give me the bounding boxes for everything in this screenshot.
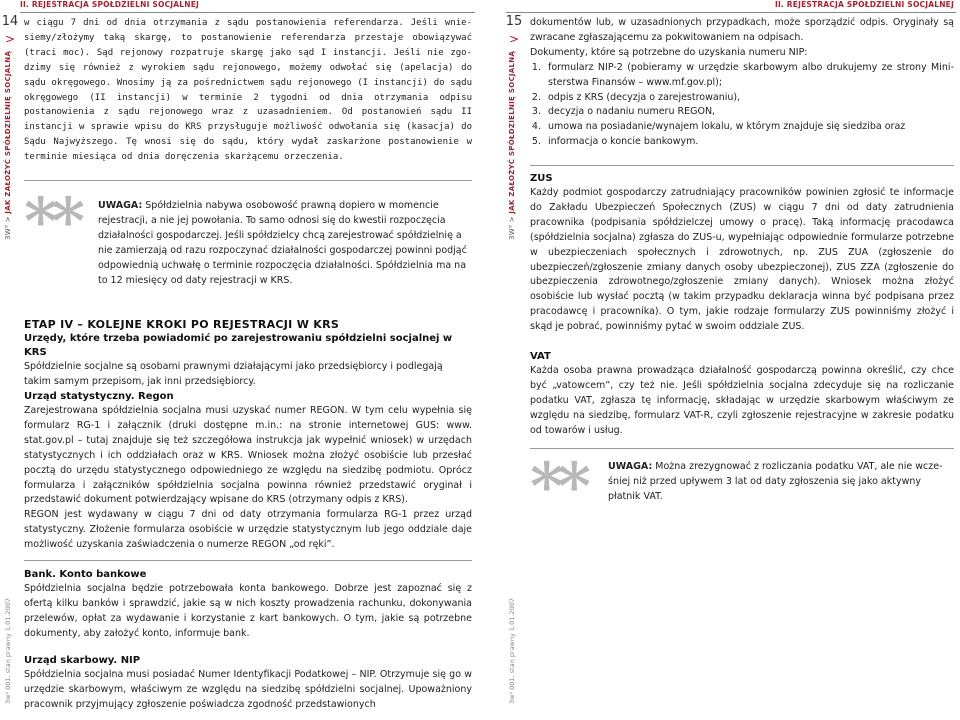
vat-text: Każda osoba prawna prowadząca działalność gospodarczą powinna określić, czy chce być „vatowcem”, czy też nie. Jeśli spółdzielnia socjalna zdecyduje się na rozliczanie podatku VAT, zgłasza tę informację, składając w urzędzie skarbowym właściwym ze względu na siedzibę, formularz VAT-R, czyli zgłoszenie rejestracyjne w zakresie podatku od towarów i usług.	[530, 365, 954, 436]
divider-1	[24, 180, 472, 181]
regon-section	[24, 390, 472, 553]
section-header-left: II. REJESTRACJA SPÓŁDZIELNI SOCJALNEJ	[20, 0, 200, 9]
vat-heading: VAT	[530, 351, 551, 362]
list-item: 3. decyzja o nadaniu numeru REGON,	[544, 105, 954, 120]
warning-text-left: UWAGA: Spółdzielnia nabywa osobowość prawną dopiero w momencie rejestracji, a nie jej powołania. To samo odnosi się do kwestii rozpoczęcia działalności gospodarczej. Jeśli spółdzielcy chcą zarejestrować spółdzielnię a nie zamierzają od razu rozpoczynać działalności gospodarczej powinni podjąć odpowiednią uchwałę o terminie rozpoczęcia działalności. Spółdzielnia ma na to 12 miesięcy od daty rejestracji w KRS.	[98, 200, 467, 286]
arrow-icon: >	[508, 32, 520, 46]
bank-text: Spółdzielnia socjalna będzie potrzebowała konta bankowego. Dobrze jest zapoznać się z ofertą kilku banków i sprawdzić, jakie są w nich koszty prowadzenia rachunku, dokonywania przelewów, opłat za wydawanie i korzystanie z kart bankowych. O tym, jakie są potrzebne dokumenty, aby założyć konto, informuje bank.	[24, 583, 472, 639]
right-side-rail	[504, 14, 524, 714]
intro-paragraph-right: dokumentów lub, w uzasadnionych przypadkach, może sporządzić odpis. Oryginały są zwracane zgłaszającemu za pokwitowaniem na odpisach. Dokumenty, które są potrzebne do uzyskania numeru NIP: 1. formularz NIP-2 (pobieramy w urzędzie skarbowym albo drukujemy ze strony Ministerstwa Finansów – www.mf.gov.pl); 2. odpis z KRS (decyzja o zarejestrowaniu), 3. decyzja o nadaniu numeru REGON, 4. umowa na posiadanie/wynajem lokalu, w którym znajduje się siedziba oraz 5. informacja o koncie bankowym.	[530, 16, 954, 150]
nip-text: Spółdzielnia socjalna musi posiadać Numer Identyfikacji Podatkowej – NIP. Otrzymuje się go w urzędzie skarbowym, właściwym ze względu na siedzibę spółdzielni socjalnej. Upoważniony pracownik przyjmujący zgłoszenie poświadcza zgodność przedstawionych	[24, 669, 472, 710]
left-side-rail	[0, 14, 20, 714]
nip-list-intro: Dokumenty, które są potrzebne do uzyskania numeru NIP:	[530, 46, 808, 58]
nip-section	[24, 654, 472, 713]
list-item: 4. umowa na posiadanie/wynajem lokalu, w którym znajduje się siedziba oraz	[544, 120, 954, 135]
regon-text-2: REGON jest wydawany w ciągu 7 dni od daty otrzymania formularza RG-1 przez urząd statystyczny. Złożenie formularza osobiście w urzędzie statystycznym lub jego oddziale daje możliwość uzyskania zaświadczenia o numerze REGON „od ręki”.	[24, 509, 472, 551]
list-item: 1. formularz NIP-2 (pobieramy w urzędzie skarbowym albo drukujemy ze strony Ministerstwa Finansów – www.mf.gov.pl);	[544, 61, 954, 91]
regon-text: Zarejestrowana spółdzielnia socjalna musi uzyskać numer REGON. W tym celu wypełnia się formularz RG-1 i załącznik (druki dostępne m.in.: na stronie internetowej GUS: www. stat.gov.pl – tutaj znajduje się też szczegółowa instrukcja jak wypełnić wniosek) w urzędach statystycznych i ich oddziałach oraz w KRS. Wniosek można złożyć osobiście lub przesłać pocztą do urzędu statystycznego odpowiedniego ze względu na siedzibę podmiotu. Oprócz formularza i załączników spółdzielnia socjalna powinna również przedstawić oryginał i przedstawić dokument potwierdzający wpisane do KRS (otrzymany odpis z KRS).	[24, 405, 472, 506]
zus-text: Każdy podmiot gospodarczy zatrudniający pracowników powinien zgłosić te informacje do Zakładu Ubezpieczeń Społecznych (ZUS) w ciągu 7 dni od daty zatrudnienia pracownika (podpisania spółdzielczej umowy o pracę). Taką informację pracodawca (spółdzielnia socjalna) zgłasza do ZUS-u, wypełniając odpowiednie formularze potrzebne w ubezpieczeniach społecznych i zdrowotnych, np. ZUS ZUA (zgłoszenie do ubezpieczeń/zgłoszenie zmiany danych osoby ubezpieczonej), ZUS ZZA (zgłoszenie do ubezpieczenia zdrowotnego/zgłoszenie zmiany danych). Wniosek można złożyć osobiście lub wysłać pocztą (w takim przypadku deklaracja winna być podpisana przez pracodawcę i pracownika). O tym, jakie rodzaje formularzy ZUS powinniśmy złożyć i skąd je pobrać, powinniśmy pytać w swoim oddziale ZUS.	[530, 187, 954, 333]
list-item: 2. odpis z KRS (decyzja o zarejestrowaniu),	[544, 91, 954, 106]
warning-box-left	[24, 184, 472, 300]
footer-label-right: 3w³ 001, stan prawny 1.01.2007	[508, 598, 516, 704]
nip-heading: Urząd skarbowy. NIP	[24, 655, 141, 666]
page-number-left: 14	[1, 14, 19, 29]
asterisk-icon: **	[24, 184, 79, 259]
warning-text-right: UWAGA: Można zrezygnować z rozliczania podatku VAT, ale nie wcześniej niż przed upływem 3 lat od daty zgłoszenia się jako aktywny płatnik VAT.	[608, 461, 943, 502]
regon-heading: Urząd statystyczny. Regon	[24, 391, 174, 402]
warning-box-right	[530, 449, 954, 525]
right-page	[480, 0, 960, 720]
zus-section	[530, 172, 954, 335]
page-number-right: 15	[505, 14, 523, 29]
zus-heading: ZUS	[530, 173, 553, 184]
chapter-label-left: 3W³ > JAK ZAŁOŻYĆ SPÓŁDZIELNIĘ SOCJALNĄ	[4, 50, 12, 240]
bank-section	[24, 568, 472, 642]
etap-section	[24, 318, 472, 390]
divider-4	[530, 448, 954, 449]
etap-text: Spółdzielnie socjalne są osobami prawnymi działającymi jako przedsiębiorcy i podlegają takim samym przepisom, jak inni przedsiębiorcy.	[24, 361, 443, 387]
header-divider-right	[506, 12, 956, 13]
asterisk-icon: **	[530, 449, 585, 524]
intro-paragraph-left: w ciągu 7 dni od dnia otrzymania z sądu postanowienia referendarza. Jeśli wniesiemy/złożymy taką skargę, to postanowienie referendarza przestaje obowiązywać (traci moc). Sąd rejonowy rozpatruje skargę jako sąd I instancji. Jeśli nie zgodzimy się również z wyrokiem sądu rejonowego, możemy odwołać się (apelacja) do sądu okręgowego. Wnosimy ją za pośrednictwem sądu rejonowego (I instancji) do sądu okręgowego (II instancji) w terminie 2 tygodni od dnia otrzymania odpisu postanowienia z sądu rejonowego wraz z uzasadnieniem. Od postanowień sądu II instancji w sprawie wpisu do KRS przysługuje możliwość odwołania się (kasacja) do Sądu Najwyższego. Tę wnosi się do sądu, który wydał zaskarżone postanowienie w terminie miesiąca od dnia doręczenia skarżącemu orzeczenia.	[24, 18, 472, 163]
nip-document-list	[530, 61, 954, 150]
list-item: 5. informacja o koncie bankowym.	[544, 135, 954, 150]
section-header-right: II. REJESTRACJA SPÓŁDZIELNI SOCJALNEJ	[774, 0, 954, 9]
bank-heading: Bank. Konto bankowe	[24, 569, 147, 580]
header-divider-left	[20, 12, 475, 13]
footer-label-left: 3w³ 001, stan prawny 1.01.2007	[4, 598, 12, 704]
chapter-label-right: 3W³ > JAK ZAŁOŻYĆ SPÓŁDZIELNIĘ SOCJALNĄ	[508, 50, 516, 240]
etap-subtitle: Urzędy, które trzeba powiadomić po zarejestrowaniu spółdzielni socjalnej w KRS	[24, 333, 453, 358]
divider-2	[24, 560, 472, 561]
etap-title: ETAP IV – KOLEJNE KROKI PO REJESTRACJI W KRS	[24, 318, 340, 331]
vat-section	[530, 350, 954, 439]
arrow-icon: >	[4, 32, 16, 46]
divider-3	[530, 165, 954, 166]
